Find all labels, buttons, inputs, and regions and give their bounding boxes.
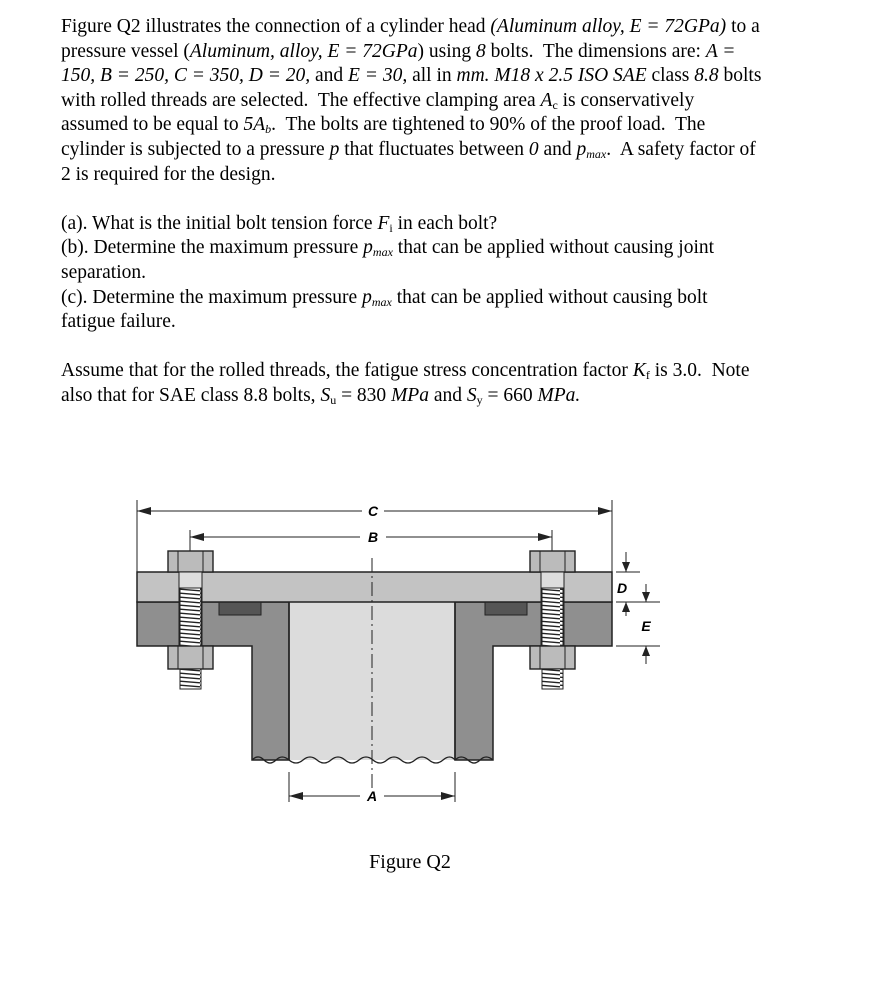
text-line: Figure Q2 illustrates the connection of a cylinder head (Aluminum alloy, E = 72GPa) to a [61,16,760,37]
text-line: separation. [61,261,147,283]
text-line: pressure vessel (Aluminum, alloy, E = 72GPa) using 8 bolts. The dimensions are: A = [61,40,736,62]
text-line: assumed to be equal to $5A_b$. The bolts are tightened to 90% of the proof load. The [61,114,706,137]
label-e: E [641,618,651,634]
figure-caption: Figure Q2 [369,851,451,873]
gasket-right [485,601,527,615]
text-line: (c). Determine the maximum pressure $p_{max}$ that can be applied without causing bolt [61,286,708,309]
vessel-right-wall [455,602,612,760]
label-d: D [616,580,628,596]
text-line: 2 is required for the design. [61,163,276,185]
dimension-b [190,529,552,551]
text-line: fatigue failure. [61,311,176,333]
label-a: A [366,788,378,804]
vessel-left-wall [137,602,289,760]
text-line: (a). What is the initial bolt tension force $F_i$ in each bolt? [61,212,498,235]
text-line: cylinder is subjected to a pressure p that fluctuates between 0 and $p_{max}$. A safety factor of [61,138,756,161]
gasket-left [219,601,261,615]
text-line: Assume that for the rolled threads, the fatigue stress concentration factor $K_f$ is 3.0. Note [61,360,750,383]
text-line: also that for SAE class 8.8 bolts, $S_u = 830$ MPa and $S_y = 660$ MPa. [61,384,581,407]
text-line: 150, B = 250, C = 350, D = 20, and E = 30, all in mm. M18 x 2.5 ISO SAE class 8.8 bolts [61,65,762,87]
label-c: C [367,503,379,519]
text-line: with rolled threads are selected. The effective clamping area $A_c$ is conservatively [61,89,695,112]
dimension-d-e [616,552,660,664]
text-line: (b). Determine the maximum pressure $p_{max}$ that can be applied without causing joint [61,237,715,260]
label-b: B [367,529,379,545]
